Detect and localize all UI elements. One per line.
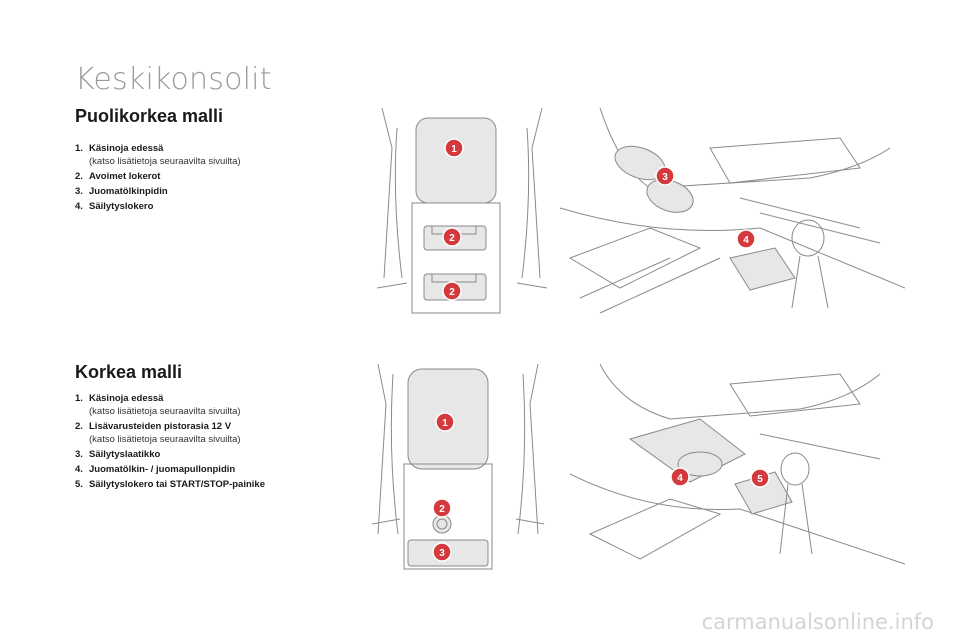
list-item (75, 142, 241, 168)
figure-high-console (368, 364, 548, 574)
svg-text:2: 2 (439, 504, 445, 515)
list-item (75, 420, 265, 446)
badge-marker (751, 469, 769, 487)
list-item (75, 185, 241, 198)
badge-marker (656, 167, 674, 185)
page-title: Keskikonsolit (75, 62, 272, 97)
list-item (75, 478, 265, 491)
svg-text:4: 4 (677, 473, 683, 484)
list-item (75, 170, 241, 183)
list-item (75, 448, 265, 461)
badge-marker (671, 468, 689, 486)
item-note: (katso lisätietoja seuraavilta sivuilta) (89, 434, 241, 445)
svg-text:2: 2 (449, 233, 455, 244)
item-label: Säilytyslokero tai START/STOP-painike (89, 479, 265, 490)
list-item (75, 463, 265, 476)
item-label: Juomatölkinpidin (89, 186, 168, 197)
item-label: Käsinoja edessä (89, 143, 164, 154)
list-item (75, 200, 241, 213)
svg-text:3: 3 (439, 548, 445, 559)
svg-text:2: 2 (449, 287, 455, 298)
list-item (75, 392, 265, 418)
item-number: 3. (75, 186, 83, 197)
section-title-half-height: Puolikorkea malli (75, 106, 224, 126)
item-number: 5. (75, 479, 83, 490)
item-label: Lisävarusteiden pistorasia 12 V (89, 421, 232, 432)
badge-marker (433, 543, 451, 561)
item-number: 1. (75, 143, 83, 154)
svg-text:1: 1 (442, 418, 448, 429)
item-list-high (75, 392, 265, 493)
section-title-high: Korkea malli (75, 362, 183, 382)
svg-text:1: 1 (451, 144, 457, 155)
item-label: Säilytyslokero (89, 201, 154, 212)
figure-half-height-perspective (560, 108, 905, 318)
item-label: Käsinoja edessä (89, 393, 164, 404)
item-number: 4. (75, 201, 83, 212)
item-note: (katso lisätietoja seuraavilta sivuilta) (89, 406, 241, 417)
item-list-half-height (75, 142, 241, 215)
item-number: 3. (75, 449, 83, 460)
watermark: carmanualsonline.info (701, 610, 934, 634)
item-note: (katso lisätietoja seuraavilta sivuilta) (89, 156, 241, 167)
item-label: Säilytyslaatikko (89, 449, 161, 460)
svg-text:3: 3 (662, 172, 668, 183)
item-label: Avoimet lokerot (89, 171, 161, 182)
figure-high-perspective (570, 364, 905, 574)
item-number: 2. (75, 171, 83, 182)
item-number: 2. (75, 421, 83, 432)
badge-marker (436, 413, 454, 431)
badge-marker (443, 228, 461, 246)
item-label: Juomatölkin- / juomapullonpidin (89, 464, 236, 475)
badge-marker (445, 139, 463, 157)
item-number: 4. (75, 464, 83, 475)
svg-text:4: 4 (743, 235, 749, 246)
badge-marker (737, 230, 755, 248)
badge-marker (433, 499, 451, 517)
figure-half-height-console (372, 108, 552, 318)
item-number: 1. (75, 393, 83, 404)
badge-marker (443, 282, 461, 300)
svg-text:5: 5 (757, 474, 763, 485)
